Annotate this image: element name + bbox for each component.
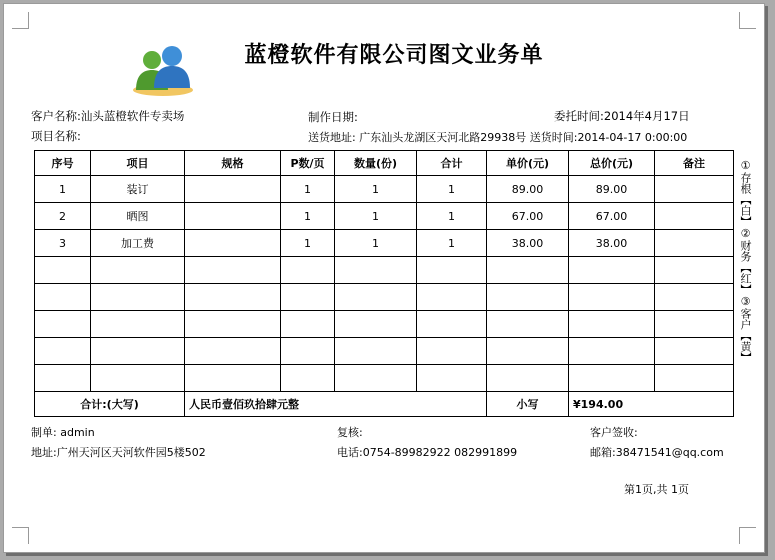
phone-label: 电话: xyxy=(337,446,363,459)
document-title: 蓝橙软件有限公司图文业务单 xyxy=(244,42,544,68)
table-cell xyxy=(281,311,335,338)
delivery-value: 2014-04-17 0:00:00 xyxy=(577,131,688,144)
table-cell xyxy=(35,365,91,392)
project-field xyxy=(31,128,81,144)
table-row xyxy=(35,338,734,365)
email-label: 邮箱: xyxy=(590,446,616,459)
table-cell xyxy=(487,338,569,365)
customer-sign-label: 客户签收: xyxy=(590,426,638,439)
table-cell xyxy=(281,284,335,311)
table-row xyxy=(35,284,734,311)
table-cell: 3 xyxy=(35,230,91,257)
table-cell xyxy=(655,176,734,203)
table-cell xyxy=(35,284,91,311)
table-cell: 1 xyxy=(281,203,335,230)
col-header-pages: P数/页 xyxy=(281,151,335,176)
table-cell xyxy=(417,338,487,365)
make-date-field xyxy=(308,109,358,125)
table-cell: 89.00 xyxy=(487,176,569,203)
table-cell xyxy=(487,257,569,284)
table-cell xyxy=(487,311,569,338)
table-cell xyxy=(655,284,734,311)
table-row xyxy=(35,176,734,203)
table-cell xyxy=(655,365,734,392)
table-cell xyxy=(655,257,734,284)
total-small: ¥194.00 xyxy=(569,392,734,417)
col-header-quantity: 数量(份) xyxy=(335,151,417,176)
table-header-row xyxy=(35,151,734,176)
table-row xyxy=(35,230,734,257)
table-cell xyxy=(417,311,487,338)
table-cell xyxy=(185,311,281,338)
table-cell: 1 xyxy=(281,230,335,257)
table-cell xyxy=(335,311,417,338)
table-cell xyxy=(91,365,185,392)
table-cell xyxy=(335,365,417,392)
table-cell: 1 xyxy=(417,203,487,230)
table-cell xyxy=(185,284,281,311)
make-date-label: 制作日期: xyxy=(308,110,358,124)
table-cell xyxy=(91,284,185,311)
table-cell xyxy=(281,338,335,365)
col-header-subtotal: 合计 xyxy=(417,151,487,176)
commission-value: 2014年4月17日 xyxy=(603,109,690,123)
phone-field xyxy=(337,444,517,460)
total-row xyxy=(35,392,734,417)
table-cell xyxy=(185,338,281,365)
table-cell: 1 xyxy=(281,176,335,203)
address-field xyxy=(308,129,687,145)
table-cell: 1 xyxy=(335,176,417,203)
table-cell: 晒图 xyxy=(91,203,185,230)
table-cell xyxy=(417,257,487,284)
col-header-item: 项目 xyxy=(91,151,185,176)
table-cell xyxy=(185,257,281,284)
table-cell: 38.00 xyxy=(487,230,569,257)
table-cell xyxy=(655,203,734,230)
table-cell xyxy=(185,230,281,257)
table-cell xyxy=(655,230,734,257)
address-label: 送货地址: xyxy=(308,131,356,144)
crop-mark-top-right xyxy=(739,12,756,29)
table-cell xyxy=(91,338,185,365)
commission-field xyxy=(554,108,690,124)
customer-label: 客户名称: xyxy=(31,109,81,123)
table-cell xyxy=(281,257,335,284)
col-header-index: 序号 xyxy=(35,151,91,176)
table-cell: 1 xyxy=(417,176,487,203)
company-address-field xyxy=(31,444,206,460)
invoice-page xyxy=(3,3,765,553)
review-label: 复核: xyxy=(337,426,363,439)
table-row xyxy=(35,257,734,284)
table-cell: 2 xyxy=(35,203,91,230)
review-field xyxy=(337,424,363,440)
table-cell: 加工费 xyxy=(91,230,185,257)
company-address-label: 地址: xyxy=(31,446,57,459)
delivery-label: 送货时间: xyxy=(529,131,578,144)
table-row xyxy=(35,365,734,392)
order-table xyxy=(34,150,734,417)
col-header-unit-price: 单价(元) xyxy=(487,151,569,176)
table-cell xyxy=(655,311,734,338)
col-header-spec: 规格 xyxy=(185,151,281,176)
commission-label: 委托时间: xyxy=(554,109,604,123)
maker-label: 制单: xyxy=(31,426,57,439)
table-cell: 1 xyxy=(335,230,417,257)
address-value: 广东汕头龙湖区天河北路29938号 xyxy=(359,131,527,144)
table-cell xyxy=(417,284,487,311)
table-cell xyxy=(335,338,417,365)
phone-value: 0754-89982922 082991899 xyxy=(362,446,518,459)
table-cell xyxy=(91,257,185,284)
table-cell xyxy=(35,338,91,365)
table-cell xyxy=(35,311,91,338)
total-label: 合计:(大写) xyxy=(35,392,185,417)
table-cell xyxy=(335,257,417,284)
table-cell: 1 xyxy=(335,203,417,230)
total-uppercase: 人民币壹佰玖拾肆元整 xyxy=(185,392,487,417)
table-cell xyxy=(185,365,281,392)
email-value: 38471541@qq.com xyxy=(615,446,724,459)
maker-field xyxy=(31,424,95,440)
table-cell xyxy=(569,257,655,284)
email-field xyxy=(590,444,724,460)
col-header-total-price: 总价(元) xyxy=(569,151,655,176)
table-row xyxy=(35,203,734,230)
table-cell: 67.00 xyxy=(487,203,569,230)
table-cell: 1 xyxy=(35,176,91,203)
table-cell: 1 xyxy=(417,230,487,257)
table-cell: 89.00 xyxy=(569,176,655,203)
table-cell: 67.00 xyxy=(569,203,655,230)
project-label: 项目名称: xyxy=(31,129,81,143)
table-row xyxy=(35,311,734,338)
table-cell xyxy=(487,365,569,392)
page-info: 第1页,共 1页 xyxy=(624,483,689,496)
crop-mark-bottom-left xyxy=(12,527,29,544)
copy-distribution-note: ①存根【白】②财务【红】③客户【黄】 xyxy=(739,159,752,363)
customer-field xyxy=(31,108,184,124)
crop-mark-bottom-right xyxy=(739,527,756,544)
customer-value: 汕头蓝橙软件专卖场 xyxy=(80,109,185,123)
table-cell xyxy=(655,338,734,365)
table-cell xyxy=(91,311,185,338)
col-header-remarks: 备注 xyxy=(655,151,734,176)
table-cell xyxy=(569,365,655,392)
table-cell: 装订 xyxy=(91,176,185,203)
table-cell xyxy=(569,311,655,338)
table-cell xyxy=(569,284,655,311)
small-label: 小写 xyxy=(487,392,569,417)
table-cell xyxy=(281,365,335,392)
table-cell xyxy=(487,284,569,311)
table-cell xyxy=(417,365,487,392)
company-address-value: 广州天河区天河软件园5楼502 xyxy=(56,446,206,459)
table-cell xyxy=(35,257,91,284)
table-cell: 38.00 xyxy=(569,230,655,257)
table-cell xyxy=(335,284,417,311)
table-cell xyxy=(569,338,655,365)
users-logo-icon xyxy=(130,44,196,98)
maker-value: admin xyxy=(60,426,95,439)
crop-mark-top-left xyxy=(12,12,29,29)
table-cell xyxy=(185,203,281,230)
table-cell xyxy=(185,176,281,203)
